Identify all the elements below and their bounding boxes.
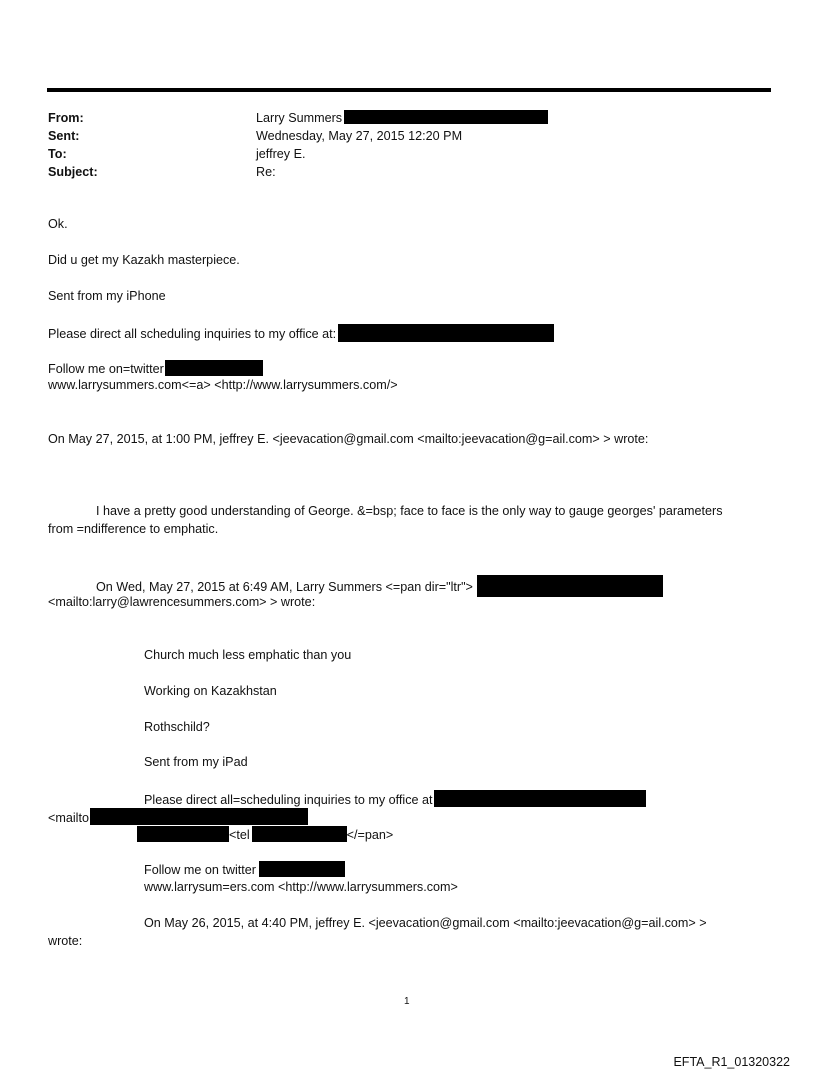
body-follow: [48, 360, 263, 378]
body-rothschild: Rothschild?: [144, 720, 210, 734]
body-website: www.larrysummers.com<=a> <http://www.larrysummers.com/>: [48, 378, 398, 392]
body-mailto2: [48, 808, 308, 827]
body-wrote2: On May 26, 2015, at 4:40 PM, jeffrey E. <jeevacation@gmail.com <mailto:jeevacation@g=ail.com> >: [144, 916, 707, 930]
sent-row: [48, 127, 748, 145]
redaction-block: [252, 826, 347, 842]
body-scheduling: [48, 324, 554, 343]
follow-text: Follow me on=twitter: [48, 362, 164, 376]
body-scheduling2: [144, 790, 646, 809]
mailto2-text: <mailto: [48, 811, 89, 825]
redaction-block: [259, 861, 345, 877]
bates-number: EFTA_R1_01320322: [673, 1055, 790, 1069]
body-mailto-larry: <mailto:larry@lawrencesummers.com> > wrote:: [48, 595, 316, 609]
body-follow2: [144, 861, 345, 879]
redaction-block: [434, 790, 646, 807]
pan-close-text: </=pan>: [346, 828, 394, 842]
to-value: jeffrey E.: [256, 147, 306, 161]
sent-value: Wednesday, May 27, 2015 12:20 PM: [256, 129, 463, 143]
body-tel-line: [137, 826, 393, 844]
subject-label: Subject:: [48, 165, 98, 179]
follow2-text: Follow me on twitter: [144, 863, 256, 877]
redaction-block: [344, 110, 548, 124]
redaction-block: [338, 324, 554, 342]
body-wrote1: On May 27, 2015, at 1:00 PM, jeffrey E. <jeevacation@gmail.com <mailto:jeevacation@g=ail.com> > wrote:: [48, 432, 649, 446]
body-kazakh: Did u get my Kazakh masterpiece.: [48, 253, 240, 267]
scheduling2-text: Please direct all=scheduling inquiries to my office at: [144, 793, 433, 807]
wed-line-text: On Wed, May 27, 2015 at 6:49 AM, Larry Summers <=pan dir="ltr">: [96, 580, 473, 594]
tel-text: <tel: [229, 828, 250, 842]
redaction-block: [165, 360, 263, 376]
redaction-block: [137, 826, 229, 842]
redaction-block: [477, 575, 663, 597]
body-working: Working on Kazakhstan: [144, 684, 277, 698]
body-george2: from =ndifference to emphatic.: [48, 522, 219, 536]
from-label: From:: [48, 111, 84, 125]
body-george1: I have a pretty good understanding of George. &=bsp; face to face is the only way to gauge georges' parameters: [96, 504, 723, 518]
body-sent-ipad: Sent from my iPad: [144, 755, 248, 769]
body-ok: Ok.: [48, 217, 68, 231]
to-row: [48, 145, 748, 163]
body-church: Church much less emphatic than you: [144, 648, 352, 662]
top-rule: [47, 88, 771, 92]
body-website2: www.larrysum=ers.com <http://www.larrysummers.com>: [144, 880, 458, 894]
from-value: Larry Summers: [256, 111, 343, 125]
from-row: [48, 109, 748, 127]
to-label: To:: [48, 147, 67, 161]
page-number: 1: [404, 996, 410, 1007]
body-sent-iphone: Sent from my iPhone: [48, 289, 166, 303]
body-wrote2b: wrote:: [48, 934, 83, 948]
subject-row: [48, 163, 748, 181]
subject-value: Re:: [256, 165, 276, 179]
email-header: [48, 109, 748, 181]
redaction-block: [90, 808, 308, 825]
sent-label: Sent:: [48, 129, 80, 143]
scheduling-text: Please direct all scheduling inquiries to my office at:: [48, 327, 337, 341]
